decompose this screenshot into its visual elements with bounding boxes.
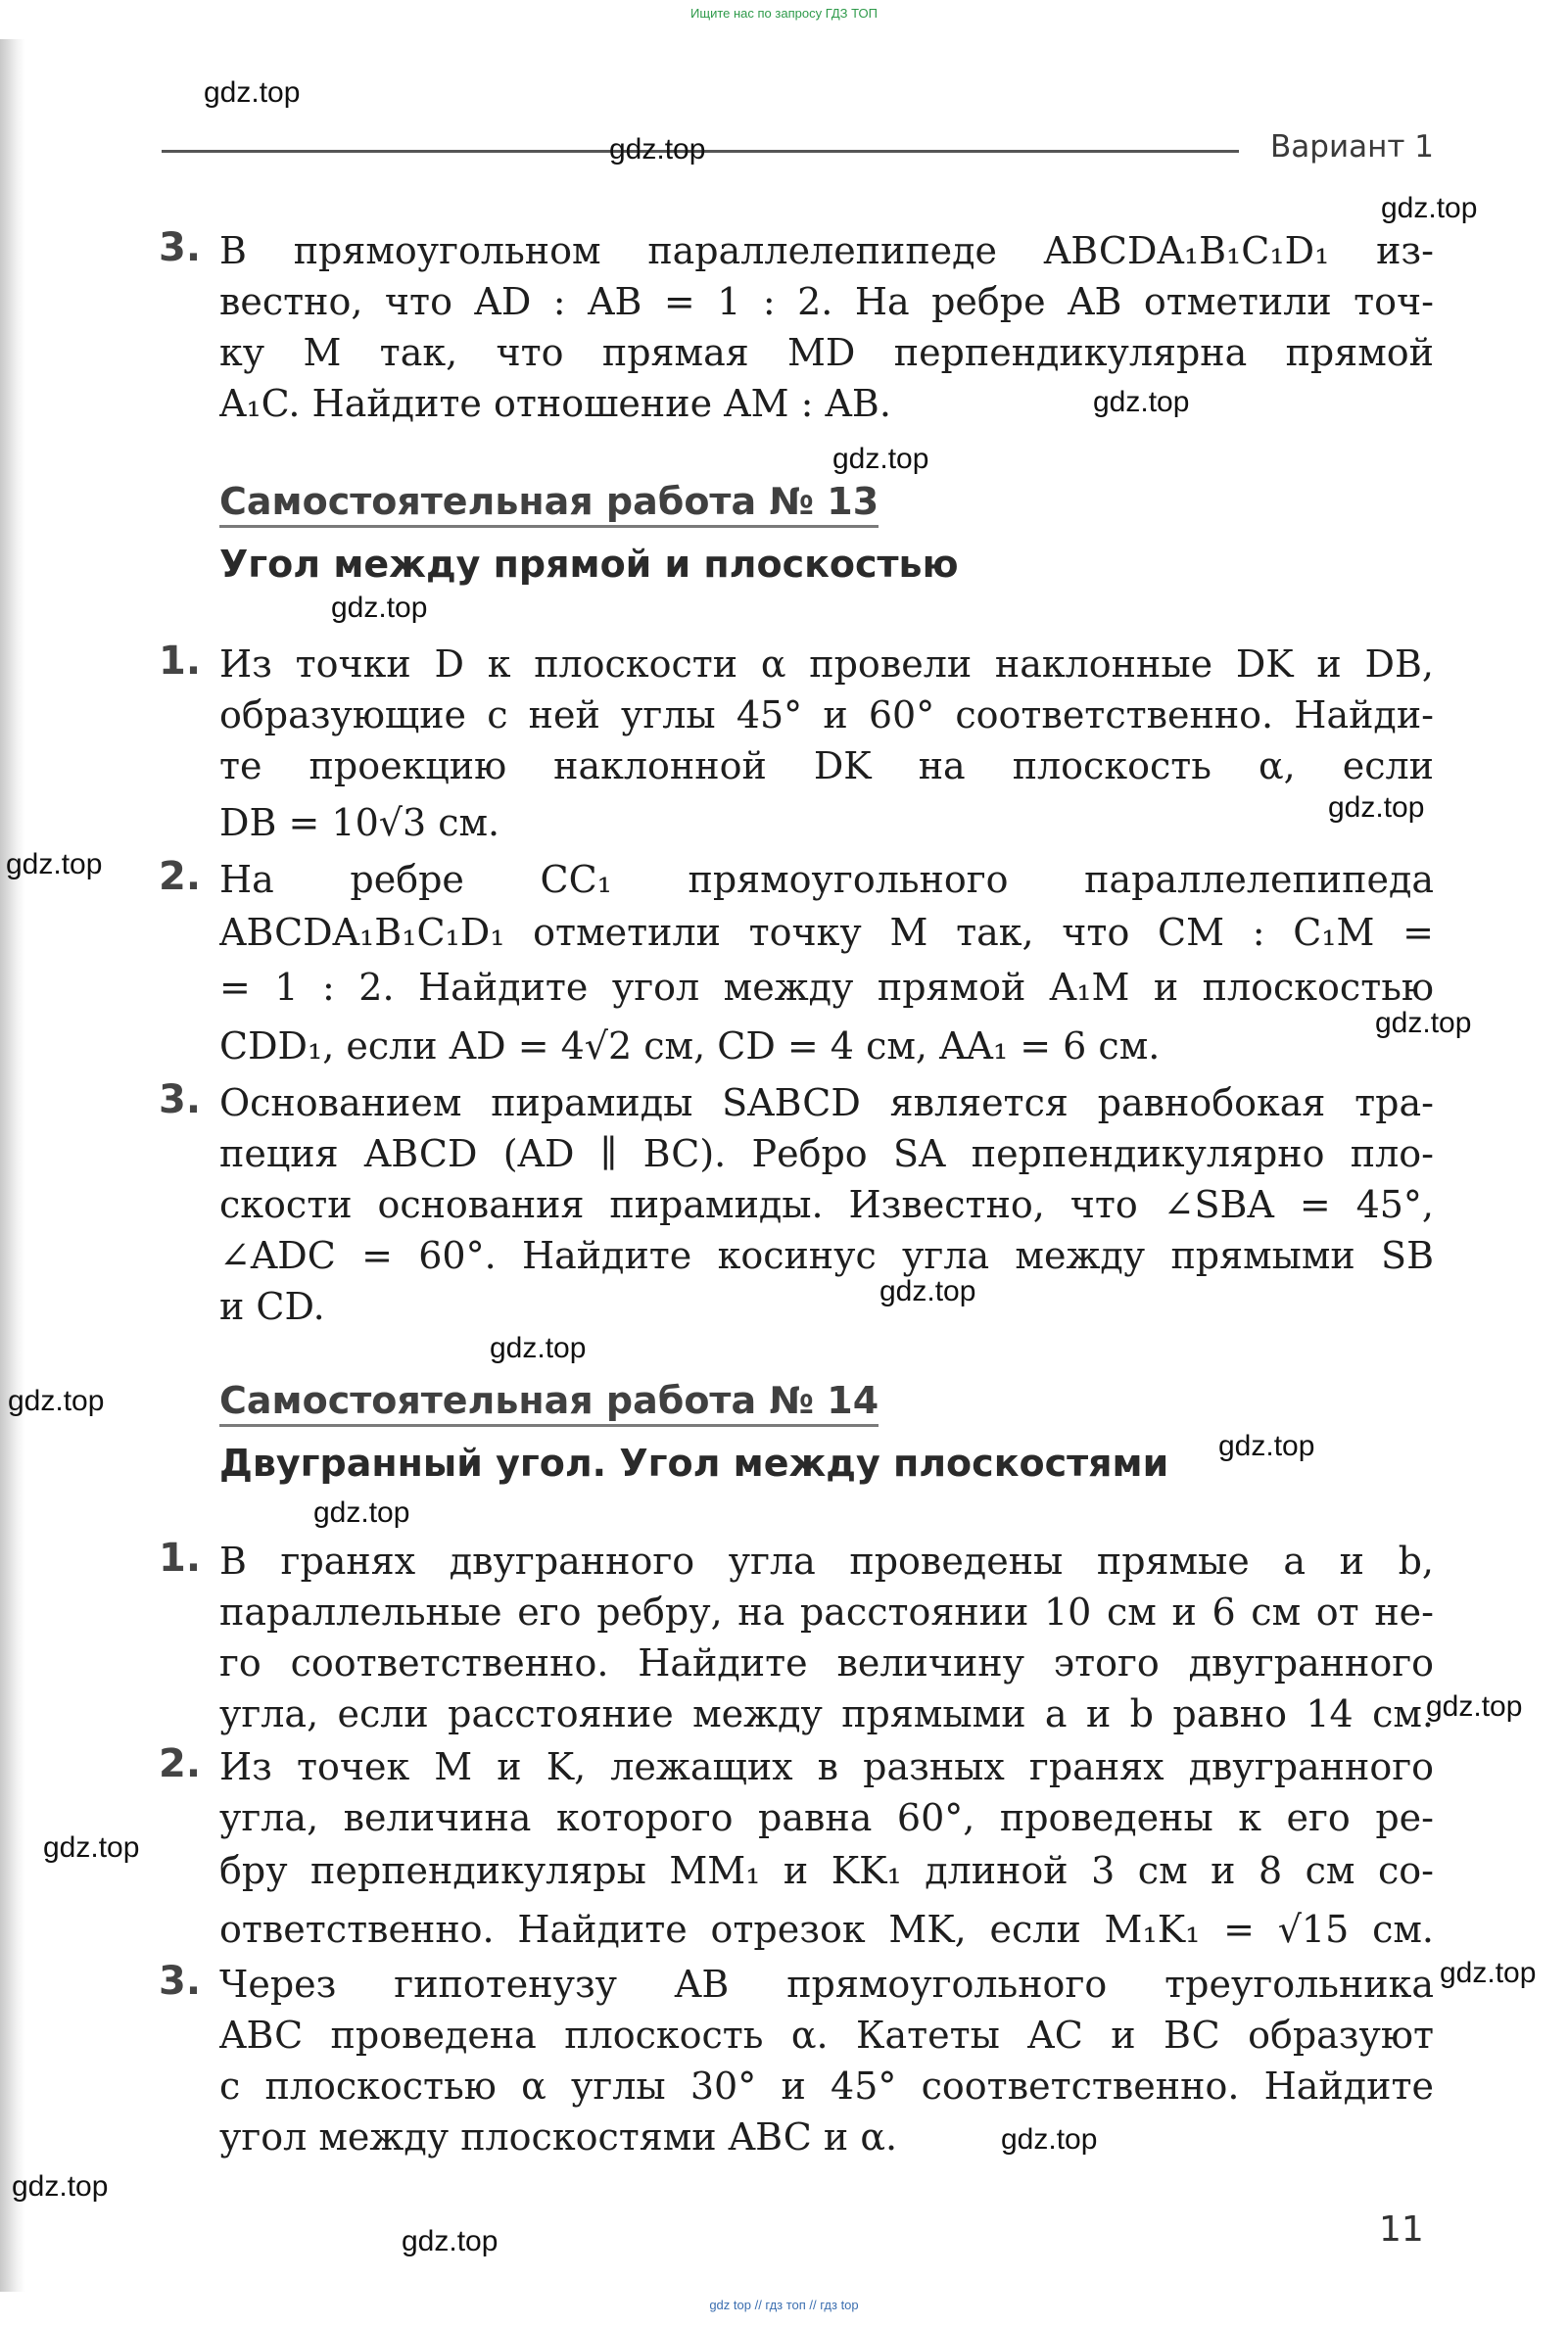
watermark: gdz.top — [609, 133, 706, 166]
problem-number: 3. — [159, 225, 202, 270]
watermark: gdz.top — [6, 848, 103, 880]
watermark: gdz.top — [1426, 1690, 1523, 1723]
problem-line: Основанием пирамиды SABCD является равнобокая тра- — [219, 1081, 1434, 1124]
problem-line: угла, если расстояние между прямыми a и b равно 14 см. — [219, 1692, 1434, 1735]
watermark: gdz.top — [1381, 192, 1478, 224]
problem-line: ответственно. Найдите отрезок MK, если M₁K₁ = √15 см. — [219, 1908, 1434, 1951]
problem-line: скости основания пирамиды. Известно, что ∠SBA = 45°, — [219, 1183, 1434, 1226]
problem-line: В прямоугольном параллелепипеде ABCDA₁B₁C₁D₁ из- — [219, 229, 1434, 272]
problem-number: 2. — [159, 1741, 202, 1786]
problem-line: В гранях двугранного угла проведены прямые a и b, — [219, 1540, 1434, 1583]
problem-number: 3. — [159, 1077, 202, 1122]
problem-line: угол между плоскостями ABC и α. — [219, 2115, 898, 2159]
problem-line: ку M так, что прямая MD перпендикулярна прямой — [219, 331, 1434, 374]
problem-line: и CD. — [219, 1285, 325, 1328]
problem-number: 1. — [159, 1536, 202, 1581]
watermark: gdz.top — [43, 1831, 140, 1864]
problem-line: = 1 : 2. Найдите угол между прямой A₁M и плоскостью — [219, 966, 1434, 1009]
watermark: gdz.top — [1440, 1957, 1537, 1989]
problem-line: ABCDA₁B₁C₁D₁ отметили точку M так, что CM : C₁M = — [219, 911, 1434, 954]
watermark: gdz.top — [12, 2170, 109, 2203]
problem-line: Из точки D к плоскости α провели наклонные DK и DB, — [219, 642, 1434, 686]
top-note: Ищите нас по запросу ГДЗ ТОП — [690, 6, 878, 21]
problem-line: те проекцию наклонной DK на плоскость α, если — [219, 744, 1434, 787]
problem-line: бру перпендикуляры MM₁ и KK₁ длиной 3 см и 8 см со- — [219, 1849, 1434, 1892]
page-number: 11 — [1379, 2209, 1424, 2250]
problem-line: пеция ABCD (AD ∥ BC). Ребро SA перпендикулярно пло- — [219, 1132, 1434, 1175]
watermark: gdz.top — [1375, 1007, 1472, 1039]
problem-line: го соответственно. Найдите величину этого двугранного — [219, 1641, 1434, 1685]
work-14-subtitle: Двугранный угол. Угол между плоскостями — [219, 1442, 1169, 1485]
variant-label: Вариант 1 — [1270, 129, 1434, 165]
problem-line: параллельные его ребру, на расстоянии 10 см и 6 см от не- — [219, 1590, 1434, 1634]
problem-line: Из точек M и K, лежащих в разных гранях двугранного — [219, 1745, 1434, 1788]
problem-line: с плоскостью α углы 30° и 45° соответственно. Найдите — [219, 2065, 1434, 2108]
problem-line: ∠ADC = 60°. Найдите косинус угла между прямыми SB — [219, 1234, 1434, 1277]
watermark: gdz.top — [879, 1275, 976, 1307]
watermark: gdz.top — [8, 1385, 105, 1417]
problem-line: ABC проведена плоскость α. Катеты AC и BC образуют — [219, 2014, 1434, 2057]
work-14-title: Самостоятельная работа № 14 — [219, 1379, 879, 1427]
watermark: gdz.top — [313, 1496, 410, 1529]
problem-line: На ребре CC₁ прямоугольного параллелепипеда — [219, 858, 1434, 901]
watermark: gdz.top — [832, 443, 929, 475]
work-13-subtitle: Угол между прямой и плоскостью — [219, 543, 959, 586]
problem-number: 3. — [159, 1959, 202, 2004]
watermark: gdz.top — [1218, 1430, 1315, 1462]
problem-line: образующие с ней углы 45° и 60° соответственно. Найди- — [219, 693, 1434, 736]
watermark: gdz.top — [331, 592, 428, 624]
work-13-title: Самостоятельная работа № 13 — [219, 480, 879, 528]
problem-line: вестно, что AD : AB = 1 : 2. На ребре AB отметили точ- — [219, 280, 1434, 323]
watermark: gdz.top — [204, 76, 301, 109]
problem-number: 1. — [159, 639, 202, 684]
bottom-note: gdz top // гдз топ // гдз top — [709, 2298, 859, 2312]
watermark: gdz.top — [1001, 2123, 1098, 2156]
watermark: gdz.top — [402, 2225, 499, 2257]
problem-number: 2. — [159, 854, 202, 899]
problem-line: CDD₁, если AD = 4√2 см, CD = 4 см, AA₁ = 6 см. — [219, 1024, 1161, 1068]
watermark: gdz.top — [1093, 386, 1190, 418]
problem-line: DB = 10√3 см. — [219, 801, 500, 844]
problem-line: угла, величина которого равна 60°, проведены к его ре- — [219, 1796, 1434, 1839]
watermark: gdz.top — [1328, 791, 1425, 824]
watermark: gdz.top — [490, 1332, 587, 1364]
problem-line: A₁C. Найдите отношение AM : AB. — [219, 382, 891, 425]
problem-line: Через гипотенузу AB прямоугольного треугольника — [219, 1963, 1434, 2006]
page-edge-shadow — [0, 39, 25, 2292]
